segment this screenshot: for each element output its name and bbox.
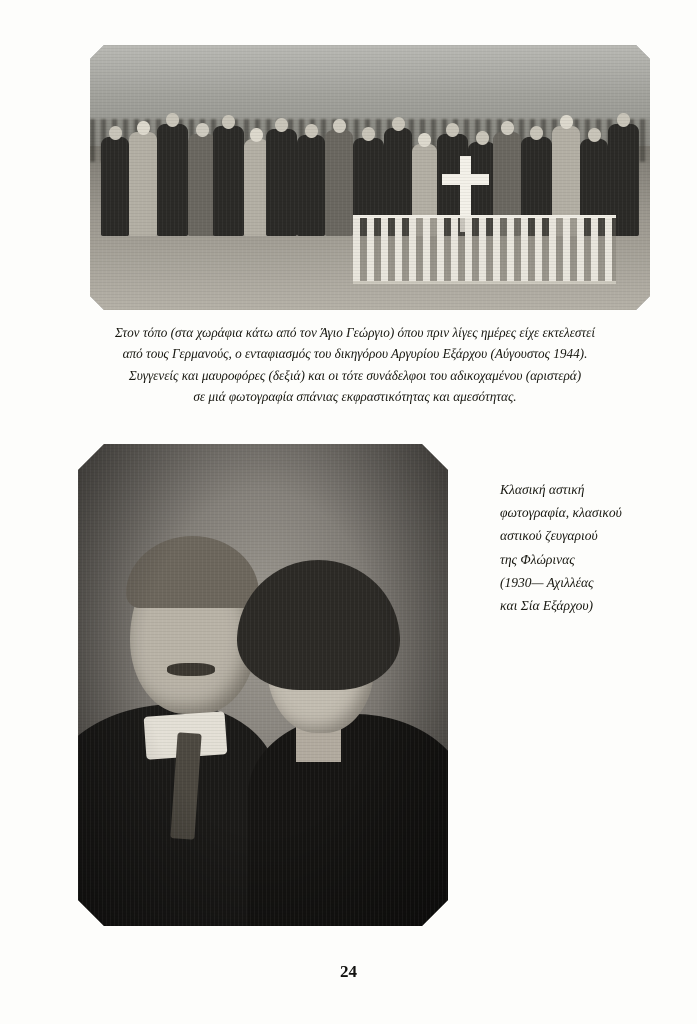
caption-line: της Φλώρινας — [500, 551, 575, 567]
portrait-vignette — [78, 444, 448, 926]
top-photo-caption — [55, 322, 655, 408]
caption-line: αστικού ζευγαριού — [500, 528, 598, 544]
caption-line: Στον τόπο (στα χωράφια κάτω από τον Άγιο Γεώργιο) όπου πριν λίγες ημέρες είχε εκτελεστεί — [114, 325, 595, 340]
caption-line: από τους Γερμανούς, ο ενταφιασμός του δικηγόρου Αργυρίου Εξάρχου (Αύγουστος 1944). — [122, 346, 588, 362]
caption-line: φωτογραφία, κλασικού — [500, 505, 622, 521]
caption-line: και Σία Εξάρχου) — [500, 598, 594, 614]
caption-line: (1930— Αχιλλέας — [500, 574, 594, 590]
grave-fence — [353, 215, 616, 285]
bottom-photo-caption — [500, 478, 680, 617]
couple-portrait-photograph — [78, 444, 448, 926]
grave-ceremony-photograph — [90, 45, 650, 310]
page-number: 24 — [340, 962, 357, 981]
caption-line: Κλασική αστική — [500, 482, 585, 497]
caption-line: Συγγενείς και μαυροφόρες (δεξιά) και οι τότε συνάδελφοι του αδικοχαμένου (αριστερά) — [128, 367, 582, 383]
caption-line: σε μιά φωτογραφία σπάνιας εκφραστικότητας και αμεσότητας. — [193, 389, 517, 405]
